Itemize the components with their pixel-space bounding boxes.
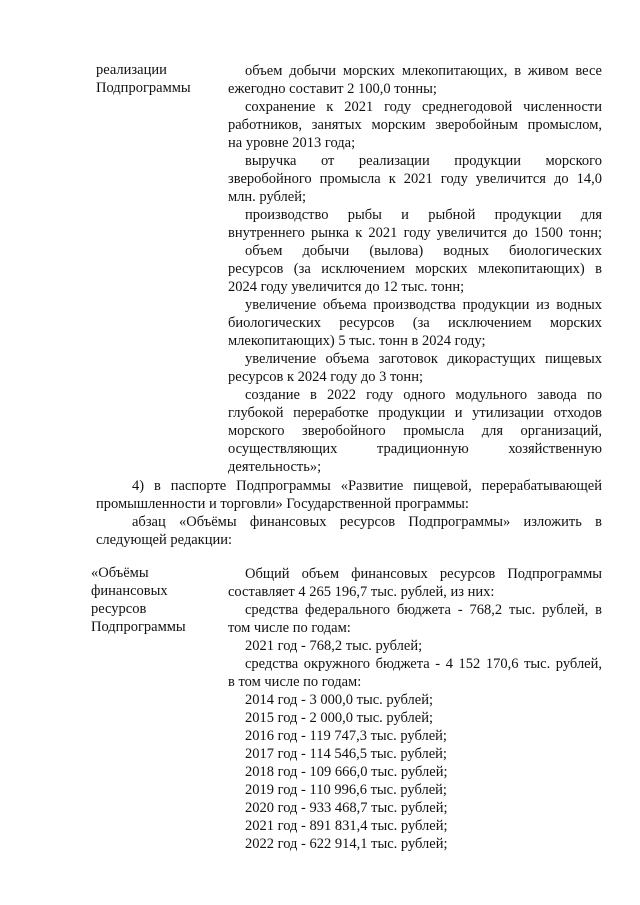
text-line: увеличение объема производства продукции из водных: [245, 297, 602, 313]
paragraph-line: абзац «Объёмы финансовых ресурсов Подпрограммы» изложить в: [132, 514, 602, 530]
text-line: внутреннего рынка к 2021 году увеличится до 1500 тонн;: [228, 225, 602, 241]
text-line: осуществляющих традиционную хозяйственную: [228, 441, 602, 457]
text-line: составляет 4 265 196,7 тыс. рублей, из них:: [228, 584, 495, 600]
text-line: 2016 год - 119 747,3 тыс. рублей;: [245, 728, 447, 744]
text-line: работников, занятых морским зверобойным промыслом,: [228, 117, 602, 133]
row-label-line: реализации: [96, 62, 167, 78]
text-line: объем добычи морских млекопитающих, в живом весе: [245, 63, 602, 79]
text-line: в том числе по годам:: [228, 674, 362, 690]
row-label-line: финансовых: [91, 583, 168, 599]
text-line: том числе по годам:: [228, 620, 351, 636]
text-line: ресурсов к 2024 году до 3 тонн;: [228, 369, 423, 385]
row-label-line: «Объёмы: [91, 565, 149, 581]
row-label-line: Подпрограммы: [91, 619, 186, 635]
text-line: млекопитающих) 5 тыс. тонн в 2024 году;: [228, 333, 486, 349]
text-line: средства федерального бюджета - 768,2 тыс. рублей, в: [245, 602, 602, 618]
text-line: увеличение объема заготовок дикорастущих пищевых: [245, 351, 602, 367]
text-line: 2021 год - 768,2 тыс. рублей;: [245, 638, 423, 654]
paragraph-line: следующей редакции:: [96, 532, 233, 548]
text-line: морского зверобойного промысла для организаций,: [228, 423, 602, 439]
text-line: 2015 год - 2 000,0 тыс. рублей;: [245, 710, 433, 726]
text-line: 2021 год - 891 831,4 тыс. рублей;: [245, 818, 448, 834]
text-line: 2022 год - 622 914,1 тыс. рублей;: [245, 836, 448, 852]
text-line: 2020 год - 933 468,7 тыс. рублей;: [245, 800, 448, 816]
text-line: средства окружного бюджета - 4 152 170,6 тыс. рублей,: [245, 656, 602, 672]
text-line: 2014 год - 3 000,0 тыс. рублей;: [245, 692, 433, 708]
text-line: 2018 год - 109 666,0 тыс. рублей;: [245, 764, 448, 780]
paragraph-line: 4) в паспорте Подпрограммы «Развитие пищевой, перерабатывающей: [132, 478, 602, 494]
text-line: на уровне 2013 года;: [228, 135, 356, 151]
text-line: 2017 год - 114 546,5 тыс. рублей;: [245, 746, 447, 762]
text-line: создание в 2022 году одного модульного завода по: [245, 387, 602, 403]
text-line: Общий объем финансовых ресурсов Подпрограммы: [245, 566, 602, 582]
text-line: ежегодно составит 2 100,0 тонны;: [228, 81, 437, 97]
paragraph-line: промышленности и торговли» Государственной программы:: [96, 496, 469, 512]
text-line: ресурсов (за исключением морских млекопитающих) в: [228, 261, 602, 277]
text-line: производство рыбы и рыбной продукции для: [245, 207, 602, 223]
text-line: деятельность»;: [228, 459, 322, 475]
text-line: 2024 году увеличится до 12 тыс. тонн;: [228, 279, 465, 295]
text-line: биологических ресурсов (за исключением морских: [228, 315, 602, 331]
text-line: 2019 год - 110 996,6 тыс. рублей;: [245, 782, 447, 798]
row-label-line: ресурсов: [91, 601, 147, 617]
text-line: выручка от реализации продукции морского: [245, 153, 602, 169]
row-label-line: Подпрограммы: [96, 80, 191, 96]
text-line: млн. рублей;: [228, 189, 307, 205]
text-line: зверобойного промысла к 2021 году увеличится до 14,0: [228, 171, 602, 187]
text-line: глубокой переработке продукции и утилизации отходов: [228, 405, 602, 421]
text-line: объем добычи (вылова) водных биологических: [245, 243, 602, 259]
text-line: сохранение к 2021 году среднегодовой численности: [245, 99, 602, 115]
